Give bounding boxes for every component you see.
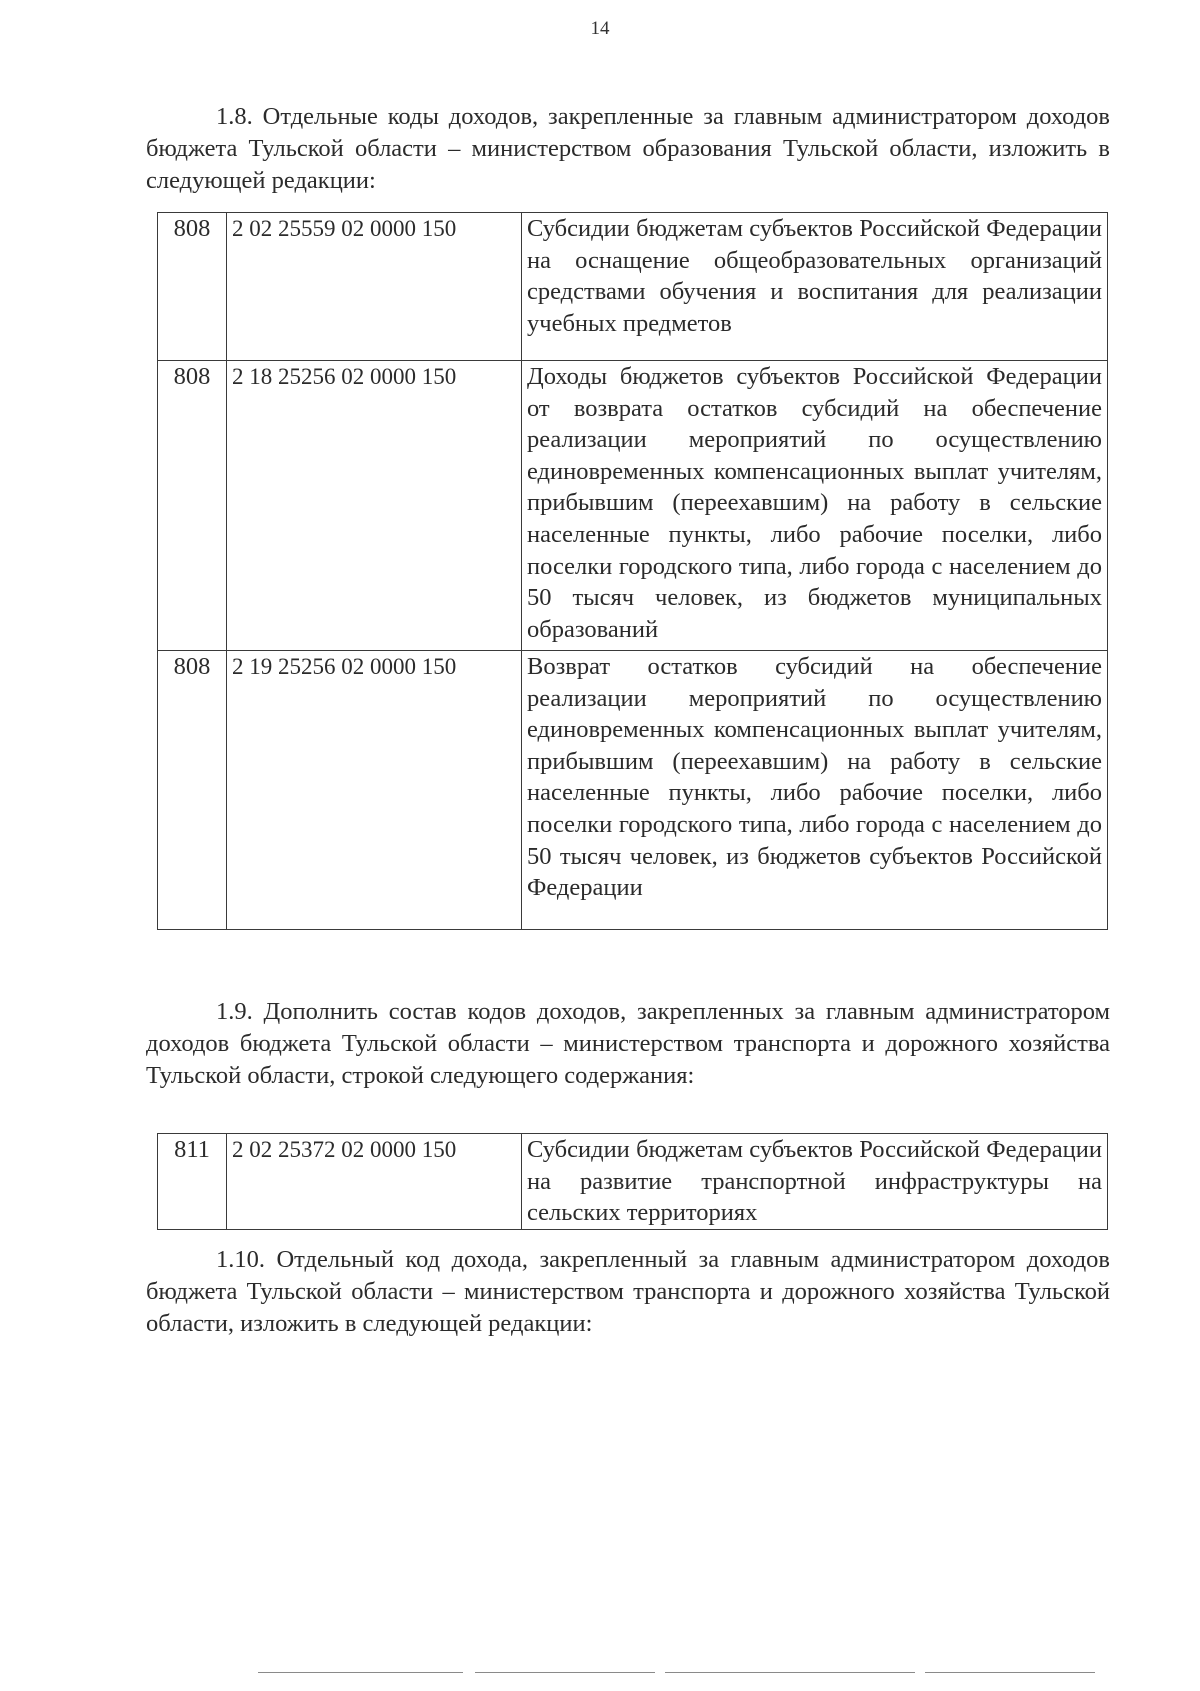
income-code-cell: 2 18 25256 02 0000 150 [227,361,522,651]
paragraph-1-10: 1.10. Отдельный код дохода, закрепленный за главным администратором доходов бюджета Тульской области – министерством транспорта и дорожного хозяйства Тульской области, изложить в следующей редакции: [146,1246,1110,1337]
footer-rule [0,1672,1200,1676]
table-row [158,1134,1108,1230]
admin-code-cell: 808 [158,651,227,930]
page-number: 14 [590,18,610,39]
table-row [158,213,1108,361]
paragraph-1-9: 1.9. Дополнить состав кодов доходов, закрепленных за главным администратором доходов бюджета Тульской области – министерством транспорта и дорожного хозяйства Тульской области, строкой следующего содержания: [146,998,1110,1089]
description-cell: Возврат остатков субсидий на обеспечение реализации мероприятий по осуществлению единовременных компенсационных выплат учителям, прибывшим (переехавшим) на работу в сельские населенные пункты, либо рабочие поселки, либо поселки городского типа, либо города с населением до 50 тысяч человек, из бюджетов субъектов Российской Федерации [522,651,1108,930]
table-row [158,361,1108,651]
description-cell: Субсидии бюджетам субъектов Российской Федерации на оснащение общеобразовательных организаций средствами обучения и воспитания для реализации учебных предметов [522,213,1108,361]
income-code-cell: 2 02 25559 02 0000 150 [227,213,522,361]
admin-code-cell: 811 [158,1134,227,1230]
income-codes-table-1-8 [157,212,1108,930]
description-cell: Субсидии бюджетам субъектов Российской Федерации на развитие транспортной инфраструктуры на сельских территориях [522,1134,1108,1230]
income-code-cell: 2 02 25372 02 0000 150 [227,1134,522,1230]
description-cell: Доходы бюджетов субъектов Российской Федерации от возврата остатков субсидий на обеспечение реализации мероприятий по осуществлению единовременных компенсационных выплат учителям, прибывшим (переехавшим) на работу в сельские населенные пункты, либо рабочие поселки, либо поселки городского типа, либо города с населением до 50 тысяч человек, из бюджетов муниципальных образований [522,361,1108,651]
table-row [158,651,1108,930]
income-codes-table-1-9 [157,1133,1108,1230]
income-code-cell: 2 19 25256 02 0000 150 [227,651,522,930]
admin-code-cell: 808 [158,361,227,651]
admin-code-cell: 808 [158,213,227,361]
paragraph-1-8: 1.8. Отдельные коды доходов, закрепленные за главным администратором доходов бюджета Тульской области – министерством образования Тульской области, изложить в следующей редакции: [146,103,1110,194]
